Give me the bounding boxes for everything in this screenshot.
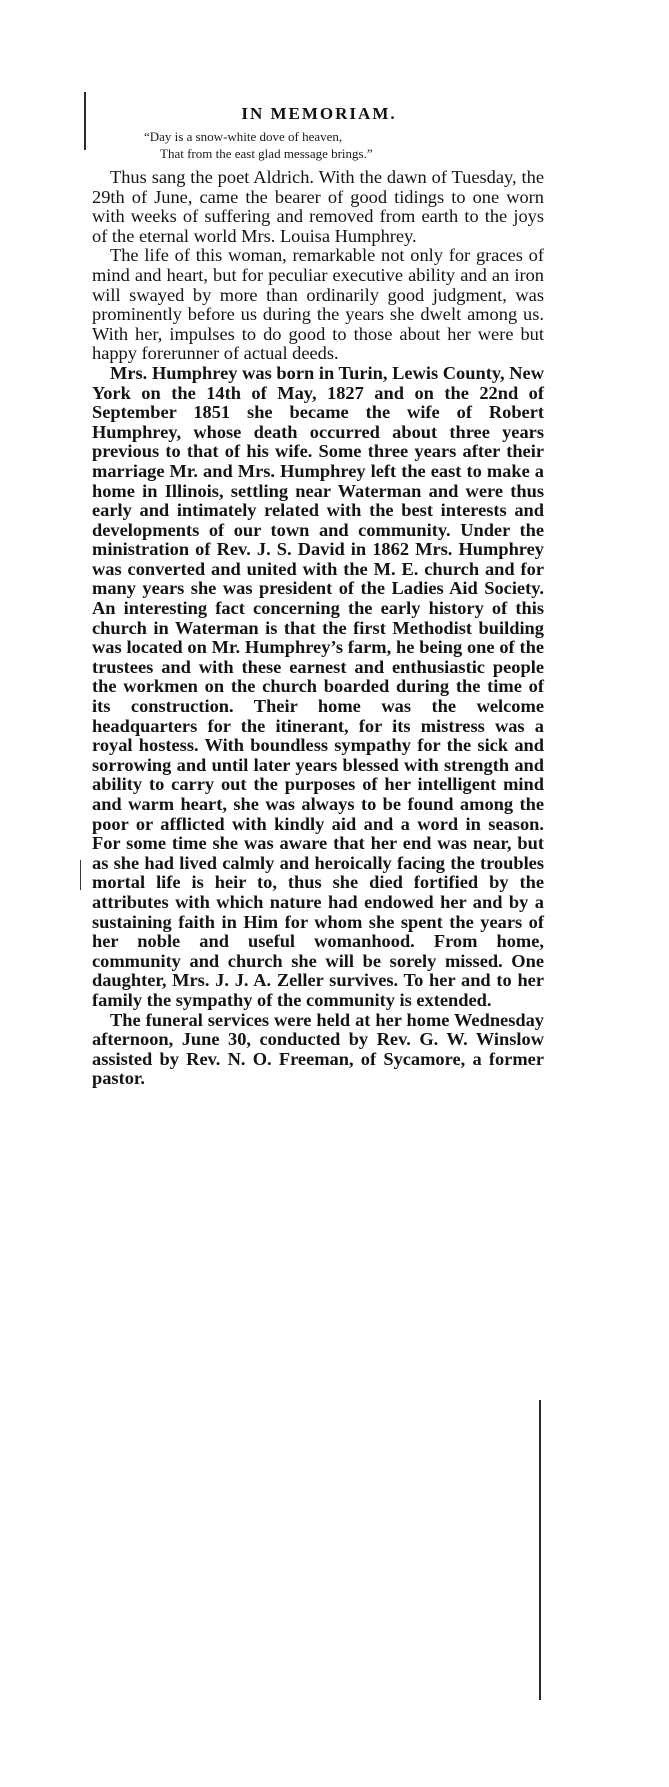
paragraph-funeral: The funeral services were held at her home Wednesday afternoon, June 30, conducted by Rev. G. W. Winslow assisted by Rev. N. O. Freeman, of Sycamore, a former pastor. <box>92 1009 544 1089</box>
article-body <box>92 168 544 1089</box>
paragraph-opening: Thus sang the poet Aldrich. With the dawn of Tuesday, the 29th of June, came the bearer of good tidings to one worn with weeks of suffering and removed from earth to the joys of the eternal world Mrs. Louisa Humphrey. <box>92 167 544 246</box>
paragraph-biography: Mrs. Humphrey was born in Turin, Lewis County, New York on the 14th of May, 1827 and on the 22nd of September 1851 she became the wife of Robert Humphrey, whose death occurred about three years previous to that of his wife. Some three years after their marriage Mr. and Mrs. Humphrey left the east to make a home in Illinois, settling near Waterman and were thus early and intimately related with the best interests and developments of our town and community. Under the ministration of Rev. J. S. David in 1862 Mrs. Humphrey was converted and united with the M. E. church and for many years she was president of the Ladies Aid Society. An interesting fact concerning the early history of this church in Waterman is that the first Methodist building was located on Mr. Humphrey’s farm, he being one of the trustees and with these earnest and enthusiastic people the workmen on the church boarded during the time of its construction. Their home was the welcome headquarters for the itinerant, for its mistress was a royal hostess. With boundless sympathy for the sick and sorrowing and until later years blessed with strength and ability to carry out the purposes of her intelligent mind and warm heart, she was always to be found among the poor or afflicted with kindly aid and a word in season. For some time she was aware that her end was near, but as she had lived calmly and heroically facing the troubles mortal life is heir to, thus she died fortified by the attributes with which nature had endowed her and by a sustaining faith in Him for whom she spent the years of her noble and useful womanhood. From home, community and church she will be sorely missed. One daughter, Mrs. J. J. A. Zeller survives. To her and to her family the sympathy of the community is extended. <box>92 362 544 1010</box>
epigraph-line-1: “Day is a snow-white dove of heaven, <box>144 129 343 144</box>
epigraph-line-2: That from the east glad message brings.” <box>160 146 373 161</box>
article-heading: IN MEMORIAM. <box>241 104 397 123</box>
newspaper-clipping <box>84 92 554 1752</box>
paragraph-character: The life of this woman, remarkable not only for graces of mind and heart, but for peculiar executive ability and an iron will swayed by more than ordinarily good judgment, was prominently before us during the years she dwelt among us. With her, impulses to do good to those about her were but happy forerunner of actual deeds. <box>92 245 544 364</box>
epigraph <box>144 128 534 162</box>
left-column-rule-lower <box>80 860 81 890</box>
